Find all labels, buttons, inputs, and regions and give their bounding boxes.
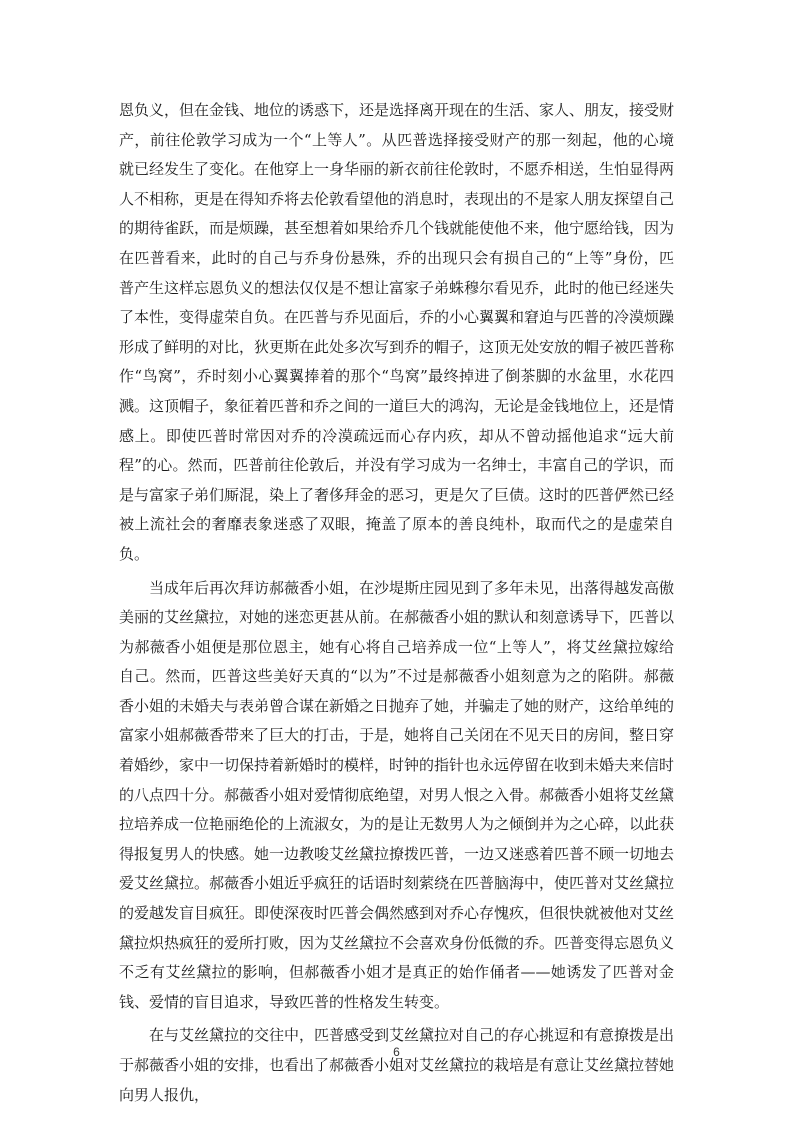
paragraph: 在与艾丝黛拉的交往中，匹普感受到艾丝黛拉对自己的存心挑逗和有意撩拨是出于郝薇香小姐的安排，也看出了郝薇香小姐对艾丝黛拉的栽培是有意让艾丝黛拉替她向男人报仇， [119,1026,675,1104]
paragraph: 当成年后再次拜访郝薇香小姐，在沙堤斯庄园见到了多年未见，出落得越发高傲美丽的艾丝黛拉，对她的迷恋更甚从前。在郝薇香小姐的默认和刻意诱导下，匹普以为郝薇香小姐便是那位恩主，她有心将自己培养成一位“上等人”，将艾丝黛拉嫁给自己。然而，匹普这些美好天真的“以为”不过是郝薇香小姐刻意为之的陷阱。郝薇香小姐的未婚夫与表弟曾合谋在新婚之日抛弃了她，并骗走了她的财产，这给单纯的富家小姐郝薇香带来了巨大的打击，于是，她将自己关闭在不见天日的房间，整日穿着婚纱，家中一切保持着新婚时的模样，时钟的指针也永远停留在收到未婚夫来信时的八点四十分。郝薇香小姐对爱情彻底绝望，对男人恨之入骨。郝薇香小姐将艾丝黛拉培养成一位艳丽绝伦的上流淑女，为的是让无数男人为之倾倒并为之心碎，以此获得报复男人的快感。她一边教唆艾丝黛拉撩拨匹普，一边又迷惑着匹普不顾一切地去爱艾丝黛拉。郝薇香小姐近乎疯狂的话语时刻萦绕在匹普脑海中，使匹普对艾丝黛拉的爱越发盲目疯狂。即使深夜时匹普会偶然感到对乔心存愧疚，但很快就被他对艾丝黛拉炽热疯狂的爱所打败，因为艾丝黛拉不会喜欢身份低微的乔。匹普变得忘恩负义不乏有艾丝黛拉的影响，但郝薇香小姐才是真正的始作俑者——她诱发了匹普对金钱、爱情的盲目追求，导致匹普的性格发生转变。 [119,578,675,1011]
body-text [119,96,674,1114]
paragraph-continued: 恩负义，但在金钱、地位的诱惑下，还是选择离开现在的生活、家人、朋友，接受财产，前往伦敦学习成为一个“上等人”。从匹普选择接受财产的那一刻起，他的心境就已经发生了变化。在他穿上一身华丽的新衣前往伦敦时，不愿乔相送，生怕显得两人不相称，更是在得知乔将去伦敦看望他的消息时，表现出的不是家人朋友探望自己的期待雀跃，而是烦躁，甚至想着如果给乔几个钱就能使他不来，他宁愿给钱，因为在匹普看来，此时的自己与乔身份悬殊，乔的出现只会有损自己的“上等”身份，匹普产生这样忘恩负义的想法仅仅是不想让富家子弟蛛穆尔看见乔，此时的他已经迷失了本性，变得虚荣自负。在匹普与乔见面后，乔的小心翼翼和窘迫与匹普的冷漠烦躁形成了鲜明的对比，狄更斯在此处多次写到乔的帽子，这顶无处安放的帽子被匹普称作“鸟窝”，乔时刻小心翼翼捧着的那个“鸟窝”最终掉进了倒茶脚的水盆里，水花四溅。这顶帽子，象征着匹普和乔之间的一道巨大的鸿沟，无论是金钱地位上，还是情感上。即使匹普时常因对乔的冷漠疏远而心存内疚，却从不曾动摇他追求“远大前程”的心。然而，匹普前往伦敦后，并没有学习成为一名绅士，丰富自己的学识，而是与富家子弟们厮混，染上了奢侈拜金的恶习，更是欠了巨债。这时的匹普俨然已经被上流社会的奢靡表象迷惑了双眼，掩盖了原本的善良纯朴，取而代之的是虚荣自负。 [119,101,675,563]
page-number: 6 [393,1045,400,1059]
